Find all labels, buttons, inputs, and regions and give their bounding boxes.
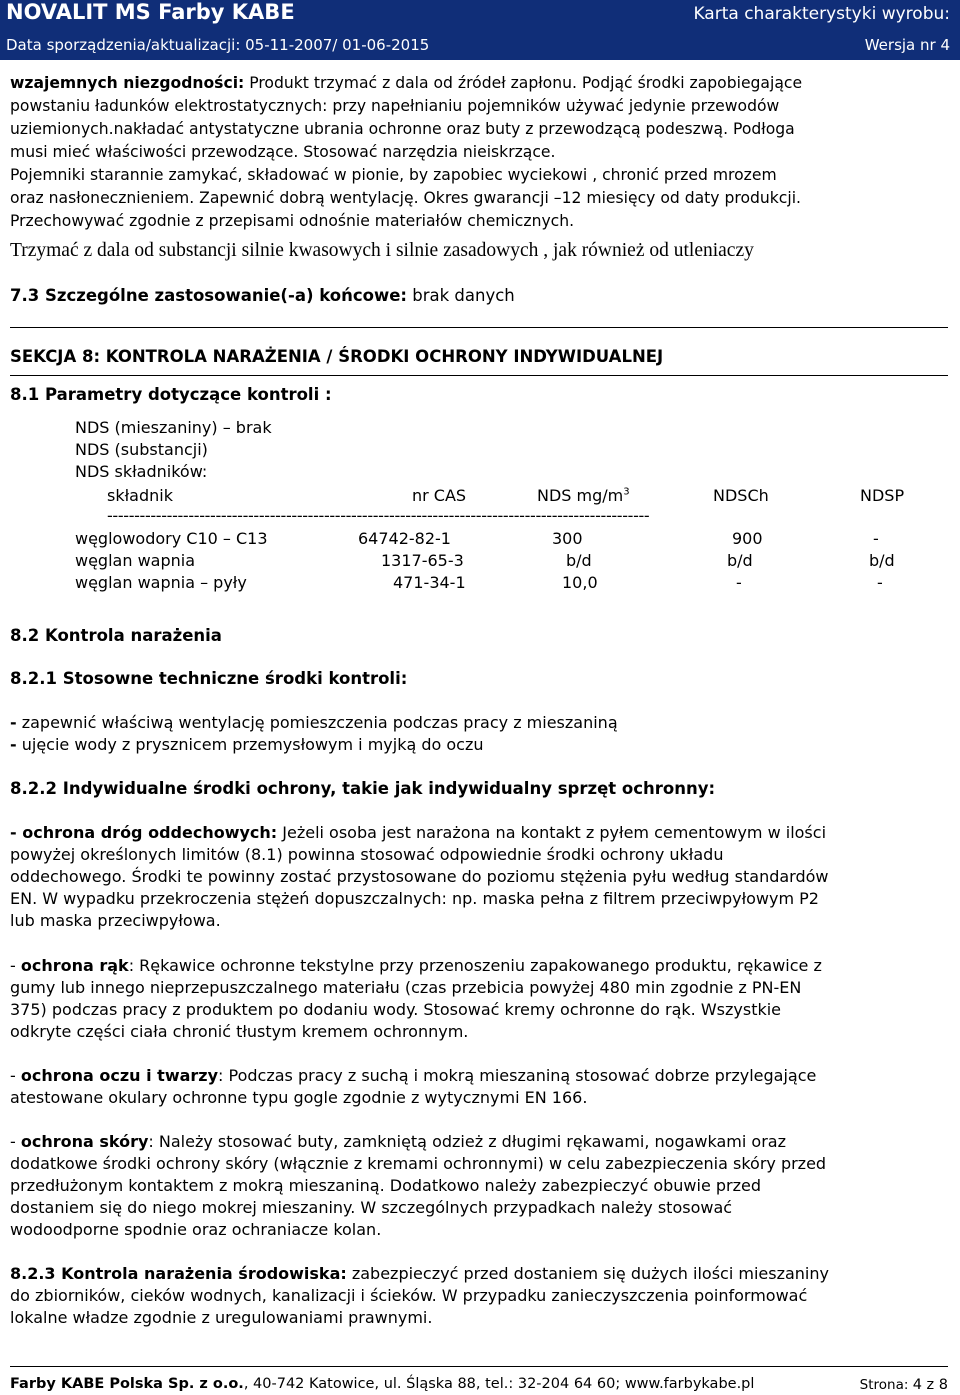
list-item-text: ujęcie wody z prysznicem przemysłowym i myjką do oczu [16,735,484,754]
section-8-2-2-title: 8.2.2 Indywidualne środki ochrony, takie jak indywidualny sprzęt ochronny: [10,779,716,798]
intro-line-4: musi mieć właściwości przewodzące. Stosować narzędzia nieiskrzące. [10,143,556,161]
footer-divider [10,1366,948,1367]
nds-mixture: NDS (mieszaniny) – brak [75,418,272,437]
table-cell-cas: 64742-82-1 [358,529,451,548]
skin-line-1 [10,1132,786,1151]
nds-components: NDS składników: [75,462,208,481]
section-7-3-value: brak danych [407,286,515,305]
bullet-dash: - [10,1132,21,1151]
environment-line-2: do zbiorników, cieków wodnych, kanalizacji i ścieków. W przypadku zanieczyszczenia poinformować [10,1286,808,1305]
list-item [10,713,618,732]
date-line: Data sporządzenia/aktualizacji: 05-11-2007/ 01-06-2015 [6,36,430,54]
section-8-title: SEKCJA 8: KONTROLA NARAŻENIA / ŚRODKI OCHRONY INDYWIDUALNEJ [10,347,664,366]
table-cell-ndsp: b/d [869,551,895,570]
table-divider: ---------------------------------------------------------------------------------------------------- [107,506,650,525]
footer-page-number [860,1377,948,1393]
table-cell-ndsch: - [736,573,742,592]
hands-line-2: gumy lub innego nieprzepuszczalnego materiału (czas przebicia powyżej 480 min zgodnie z PN-EN [10,978,802,997]
intro-line-1-text: Produkt trzymać z dala od źródeł zapłonu. Podjąć środki zapobiegające [244,74,803,92]
section-divider-bottom [10,375,948,376]
environment-line-3: lokalne władze zgodnie z uregulowaniami prawnymi. [10,1308,433,1327]
col-header-ndsp: NDSP [860,486,905,505]
eyes-line-1 [10,1066,816,1085]
page-header [0,0,960,60]
page-number: 4 z 8 [912,1377,948,1393]
bullet-dash: - [10,956,21,975]
table-cell-ndsp: - [877,573,883,592]
intro-line-3: uziemionych.nakładać antystatyczne ubrania ochronne oraz buty z przewodzącą podeszwą. Podłoga [10,120,795,138]
intro-line-2: powstaniu ładunków elektrostatycznych: przy napełnianiu pojemników używać jedynie przewodów [10,97,780,115]
skin-line-2: dodatkowe środki ochrony skóry (włącznie z kremami ochronnymi) w celu zabezpieczenia skóry przed [10,1154,827,1173]
respiratory-line-1 [10,823,826,842]
hands-text: : Rękawice ochronne tekstylne przy przenoszeniu zapakowanego produktu, rękawice z [128,956,822,975]
table-cell-ndsp: - [873,529,879,548]
environment-line-1 [10,1264,829,1283]
document-type: Karta charakterystyki wyrobu: [693,4,950,24]
col-header-cas: nr CAS [412,486,467,505]
table-cell-component: węglan wapnia – pyły [75,573,247,592]
section-7-3 [10,286,515,305]
skin-line-3: przedłużonym kontaktem z mokrą mieszaniną. Dodatkowo należy zabezpieczyć obuwie przed [10,1176,762,1195]
footer-company-line [10,1376,754,1392]
table-cell-nds: 300 [552,529,583,548]
eyes-line-2: atestowane okulary ochronne typu gogle zgodnie z wytycznymi EN 166. [10,1088,588,1107]
intro-line-5: Pojemniki starannie zamykać, składować w pionie, by zapobiec wyciekowi , chronić przed mrozem [10,166,777,184]
hands-line-1 [10,956,822,975]
unit-superscript: 3 [623,486,630,498]
table-cell-nds: b/d [566,551,592,570]
list-item [10,735,484,754]
intro-line-1 [10,72,802,95]
col-header-nds-text: NDS mg/m [537,486,624,505]
respiratory-line-3: oddechowego. Środki te powinny zostać przystosowane do poziomu stężenia pyłu według standardów [10,867,829,886]
hands-line-4: odkryte części ciała chronić tłustym kremem ochronnym. [10,1022,469,1041]
section-7-3-title: 7.3 Szczególne zastosowanie(-a) końcowe: [10,286,407,305]
table-cell-ndsch: 900 [732,529,763,548]
intro-bold-label: wzajemnych niezgodności: [10,74,245,92]
intro-serif-line: Trzymać z dala od substancji silnie kwasowych i silnie zasadowych , jak również od utleniaczy [10,240,754,261]
skin-label: ochrona skóry [20,1132,149,1151]
nds-substance: NDS (substancji) [75,440,208,459]
footer-company: Farby KABE Polska Sp. z o.o. [10,1376,244,1392]
intro-line-6: oraz nasłonecznieniem. Zapewnić dobrą wentylację. Okres gwarancji –12 miesięcy od daty produkcji. [10,189,801,207]
respiratory-text: Jeżeli osoba jest narażona na kontakt z pyłem cementowym w ilości [277,823,827,842]
section-8-1-title: 8.1 Parametry dotyczące kontroli : [10,385,332,404]
skin-text: : Należy stosować buty, zamkniętą odzież z długimi rękawami, nogawkami oraz [148,1132,786,1151]
hands-line-3: 375) podczas pracy z produktem po dodaniu wody. Stosować kremy ochronne do rąk. Wszystkie [10,1000,782,1019]
table-cell-component: węglowodory C10 – C13 [75,529,268,548]
respiratory-line-5: lub maska przeciwpyłowa. [10,911,221,930]
table-cell-ndsch: b/d [727,551,753,570]
product-title: NOVALIT MS Farby KABE [6,0,295,24]
table-cell-nds: 10,0 [562,573,598,592]
skin-line-5: wodoodporne spodnie oraz ochraniacze kolan. [10,1220,382,1239]
table-cell-component: węglan wapnia [75,551,195,570]
page-footer [0,1376,960,1395]
skin-line-4: dostaniem się do niego mokrej mieszaniny. W szczególnych przypadkach należy stosować [10,1198,733,1217]
col-header-nds [537,486,630,505]
list-item-text: zapewnić właściwą wentylację pomieszczenia podczas pracy z mieszaniną [16,713,618,732]
page-label: Strona: [859,1377,909,1393]
footer-address: , 40-742 Katowice, ul. Śląska 88, tel.: 32-204 64 60; www.farbykabe.pl [243,1376,755,1392]
respiratory-label: - ochrona dróg oddechowych: [10,823,278,842]
table-cell-cas: 471-34-1 [393,573,466,592]
bullet-dash: - [10,713,17,732]
version-label: Wersja nr 4 [864,36,950,54]
bullet-dash: - [10,1066,21,1085]
intro-line-7: Przechowywać zgodnie z przepisami odnośnie materiałów chemicznych. [10,212,575,230]
hands-label: ochrona rąk [20,956,129,975]
col-header-ndsch: NDSCh [713,486,769,505]
eyes-text: : Podczas pracy z suchą i mokrą mieszaniną stosować dobrze przylegające [218,1066,817,1085]
section-8-2-title: 8.2 Kontrola narażenia [10,626,222,645]
section-8-2-1-title: 8.2.1 Stosowne techniczne środki kontroli: [10,669,408,688]
eyes-label: ochrona oczu i twarzy [20,1066,219,1085]
environment-text: zabezpieczyć przed dostaniem się dużych ilości mieszaniny [346,1264,829,1283]
table-cell-cas: 1317-65-3 [381,551,464,570]
respiratory-line-2: powyżej określonych limitów (8.1) powinna stosować odpowiednie środki ochrony układu [10,845,724,864]
bullet-dash: - [10,735,17,754]
col-header-component: składnik [107,486,173,505]
section-divider-top [10,327,948,328]
environment-label: 8.2.3 Kontrola narażenia środowiska: [10,1264,347,1283]
respiratory-line-4: EN. W wypadku przekroczenia stężeń dopuszczalnych: np. maska pełna z filtrem przeciwpyłowym P2 [10,889,819,908]
